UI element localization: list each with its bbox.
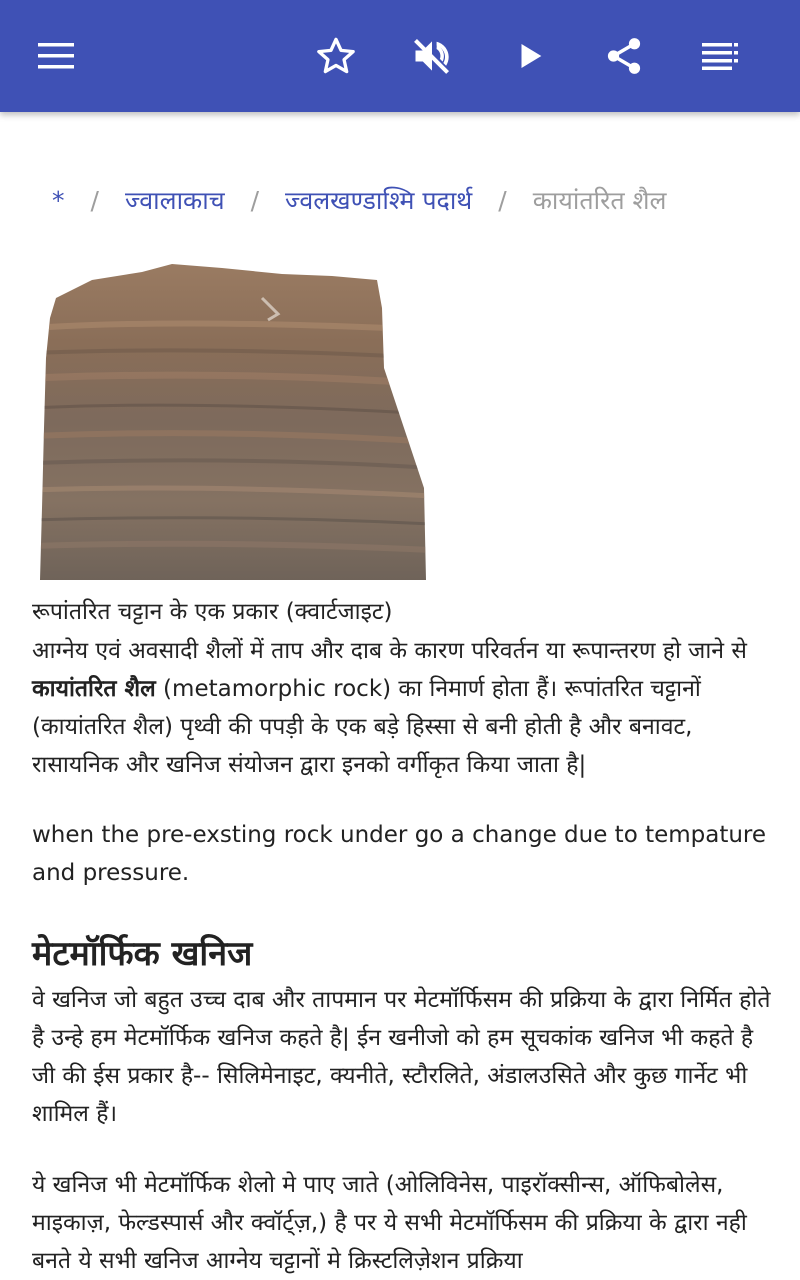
share-icon <box>603 35 645 77</box>
breadcrumb <box>52 180 666 220</box>
share-button[interactable] <box>596 28 652 84</box>
breadcrumb-home-link[interactable]: * <box>52 185 65 215</box>
play-icon <box>513 39 547 73</box>
intro-text-a: आग्नेय एवं अवसादी शैलों में ताप और दाब के कारण परिवर्तन या रूपान्तरण हो जाने से <box>32 638 747 664</box>
english-paragraph: when the pre-exsting rock under go a change due to tempature and pressure. <box>32 822 767 886</box>
minerals-paragraph-2: ये खनिज भी मेटमॉर्फिक शेलो मे पाए जाते (ओलिविनेस, पाइरॉक्सीन्स, ऑफिबोलेस, माइकाज़, फेल्डस्पार्स और क्वॉर्ट्ज़,) है पर ये सभी मेटमॉर्फिसम की प्रक्रिया के द्वारा नही बनते ये सभी खनिज आग्नेय चट्टानों मे क्रिस्टलिज़ेशन प्रक्रिया <box>32 1172 747 1274</box>
play-button[interactable] <box>502 28 558 84</box>
table-of-contents-button[interactable] <box>692 28 748 84</box>
breadcrumb-link-obsidian[interactable]: ज्वालाकाच <box>124 186 225 215</box>
bookmark-button[interactable] <box>308 28 364 84</box>
rock-illustration <box>32 258 432 586</box>
menu-button[interactable] <box>28 28 84 84</box>
breadcrumb-link-pyroclastic[interactable]: ज्वलखण्डाश्मि पदार्थ <box>285 186 473 215</box>
quartzite-rock-image[interactable] <box>32 258 432 586</box>
app-toolbar <box>0 0 800 112</box>
minerals-paragraph: वे खनिज जो बहुत उच्च दाब और तापमान पर मेटमॉर्फिसम की प्रक्रिया के द्वारा निर्मित होते है उन्हे हम मेटमॉर्फिक खनिज कहते है| ईन खनीजो को हम सूचकांक खनिज भी कहते है जी की ईस प्रकार है-- सिलिमेनाइट, क्यनीते, स्टौरलिते, अंडालउसिते और कुछ गार्नेट भी शामिल हैं। <box>32 987 771 1127</box>
hamburger-menu-icon <box>36 42 76 70</box>
image-caption: रूपांतरित चट्टान के एक प्रकार (क्वार्टजाइट) <box>32 599 393 625</box>
breadcrumb-current: कायांतरित शैल <box>532 186 667 215</box>
intro-paragraph <box>32 632 777 784</box>
breadcrumb-separator: / <box>90 185 99 215</box>
article-content <box>0 112 800 1280</box>
volume-off-icon <box>410 34 454 78</box>
mute-button[interactable] <box>404 28 460 84</box>
breadcrumb-separator: / <box>498 185 507 215</box>
breadcrumb-separator: / <box>250 185 260 215</box>
list-icon <box>700 42 740 70</box>
intro-text-b: (metamorphic rock) का निमार्ण होता हैं। रूपांतरित चट्टानों (कायांतरित शैल) पृथ्वी की पपड़ी के एक बड़े हिस्सा से बनी होती है और बनावट, रासायनिक और खनिज संयोजन द्वारा इनको वर्गीकृत किया जाता है| <box>32 676 701 778</box>
intro-bold-term: कायांतरित शैल <box>32 676 156 702</box>
star-outline-icon <box>315 35 357 77</box>
section-heading: मेटमॉर्फिक खनिज <box>32 934 253 974</box>
